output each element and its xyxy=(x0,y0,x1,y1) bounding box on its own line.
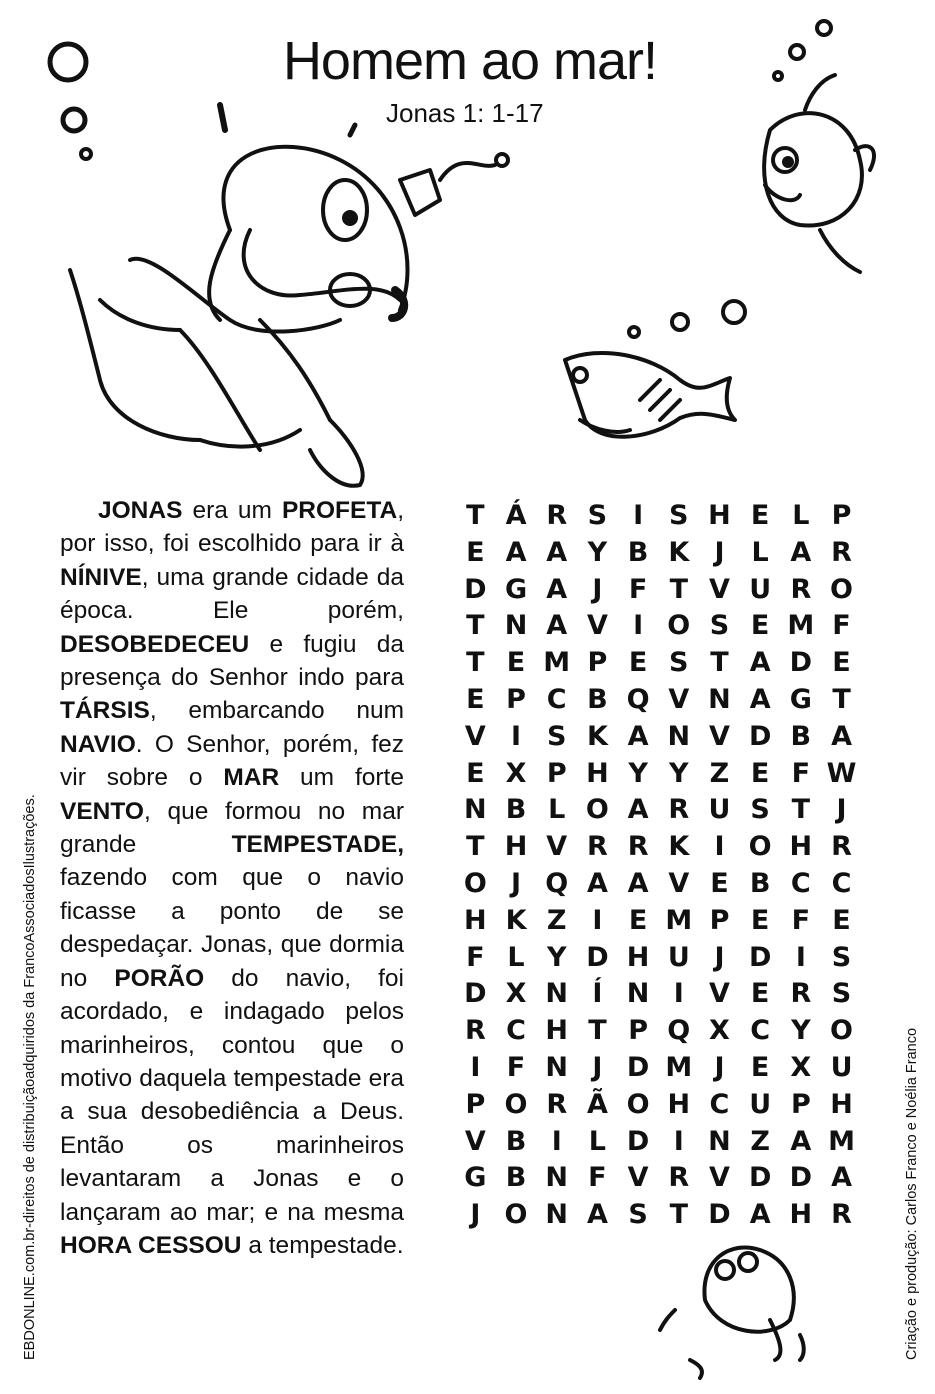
grid-letter[interactable]: S xyxy=(587,500,608,531)
grid-row xyxy=(455,1050,862,1087)
grid-letter[interactable]: V xyxy=(709,978,730,1010)
grid-letter[interactable]: V xyxy=(586,610,608,642)
grid-row xyxy=(455,572,862,609)
grid-letter[interactable]: C xyxy=(709,1088,730,1120)
bubble-icon xyxy=(790,45,804,59)
grid-letter[interactable]: D xyxy=(626,1125,650,1157)
grid-letter[interactable]: C xyxy=(831,867,852,899)
keyword: MAR xyxy=(223,764,280,792)
grid-letter[interactable]: N xyxy=(667,720,691,752)
grid-letter[interactable]: F xyxy=(628,573,648,605)
bubble-icon xyxy=(774,72,782,80)
story-segment: era um xyxy=(182,497,282,524)
grid-letter[interactable]: G xyxy=(504,573,528,605)
grid-letter[interactable]: T xyxy=(710,647,729,679)
grid-letter[interactable]: D xyxy=(789,647,813,679)
grid-letter[interactable]: U xyxy=(708,794,731,826)
grid-letter[interactable]: A xyxy=(627,794,649,826)
grid-letter[interactable]: M xyxy=(665,1051,693,1083)
grid-letter[interactable]: H xyxy=(626,941,650,973)
grid-letter[interactable]: M xyxy=(787,610,815,642)
grid-letter[interactable]: C xyxy=(790,867,811,899)
grid-letter[interactable]: T xyxy=(466,500,485,531)
keyword: HORA CESSOU xyxy=(60,1231,242,1259)
grid-letter[interactable]: T xyxy=(466,831,485,863)
grid-letter[interactable]: L xyxy=(548,794,566,826)
grid-letter[interactable]: L xyxy=(792,500,810,531)
grid-letter[interactable]: B xyxy=(790,720,812,752)
grid-letter[interactable]: H xyxy=(464,904,487,936)
grid-letter[interactable]: A xyxy=(546,610,568,642)
grid-letter[interactable]: I xyxy=(633,610,644,642)
grid-letter[interactable]: U xyxy=(830,1051,853,1083)
grid-letter[interactable]: C xyxy=(750,1015,771,1047)
word-search-grid xyxy=(455,498,862,1234)
grid-letter[interactable]: O xyxy=(830,573,853,605)
grid-letter[interactable]: Y xyxy=(791,1015,811,1047)
grid-letter[interactable]: N xyxy=(708,683,731,715)
story-segment: um forte xyxy=(279,764,404,792)
credits-note: Criação e produção: Carlos Franco e Noélia Franco xyxy=(904,1027,920,1360)
grid-letter[interactable]: S xyxy=(831,978,852,1010)
grid-row xyxy=(455,535,862,572)
grid-letter[interactable]: N xyxy=(545,1162,569,1194)
grid-letter[interactable]: K xyxy=(668,536,690,568)
grid-letter[interactable]: B xyxy=(749,867,771,899)
grid-letter[interactable]: T xyxy=(669,1199,688,1231)
grid-letter[interactable]: E xyxy=(466,536,485,568)
keyword: DESOBEDECEU xyxy=(60,630,250,658)
grid-letter[interactable]: T xyxy=(466,610,485,642)
story-text xyxy=(60,494,404,1262)
grid-letter[interactable]: N xyxy=(626,978,650,1010)
grid-letter[interactable]: W xyxy=(826,757,857,789)
grid-letter[interactable]: A xyxy=(546,536,568,568)
story-paragraph xyxy=(60,494,404,1262)
grid-letter[interactable]: Y xyxy=(669,757,689,789)
grid-letter[interactable]: E xyxy=(750,904,770,936)
grid-letter[interactable]: H xyxy=(504,831,528,863)
grid-letter[interactable]: E xyxy=(750,757,770,789)
grid-row xyxy=(455,903,862,940)
grid-letter[interactable]: D xyxy=(748,720,772,752)
grid-letter[interactable]: O xyxy=(830,1015,853,1047)
grid-letter[interactable]: S xyxy=(628,1199,648,1231)
grid-letter[interactable]: E xyxy=(750,1051,770,1083)
grid-letter[interactable]: N xyxy=(545,978,569,1010)
grid-letter[interactable]: T xyxy=(832,683,851,715)
grid-letter[interactable]: J xyxy=(836,794,847,826)
grid-letter[interactable]: I xyxy=(714,831,725,863)
grid-row xyxy=(455,645,862,682)
grid-letter[interactable]: S xyxy=(831,941,852,973)
grid-letter[interactable]: T xyxy=(669,573,688,605)
fish-icon xyxy=(764,75,874,272)
grid-letter[interactable]: K xyxy=(505,904,527,936)
grid-letter[interactable]: G xyxy=(464,1162,487,1194)
grid-letter[interactable]: M xyxy=(828,1125,855,1157)
grid-letter[interactable]: Q xyxy=(667,1015,691,1047)
grid-letter[interactable]: I xyxy=(633,500,644,531)
grid-row xyxy=(455,1160,862,1197)
story-segment: , embarcando num xyxy=(149,697,404,725)
grid-letter[interactable]: V xyxy=(668,683,690,715)
grid-letter[interactable]: R xyxy=(831,831,852,863)
grid-letter[interactable]: R xyxy=(668,1162,690,1194)
grid-letter[interactable]: X xyxy=(505,757,527,789)
grid-letter[interactable]: V xyxy=(546,831,568,863)
story-segment: a tempestade. xyxy=(241,1231,404,1259)
grid-letter[interactable]: V xyxy=(709,1162,730,1194)
grid-letter[interactable]: A xyxy=(831,720,852,752)
grid-letter[interactable]: S xyxy=(669,500,689,531)
grid-letter[interactable]: D xyxy=(464,573,487,605)
grid-letter[interactable]: T xyxy=(791,794,811,826)
grid-letter[interactable]: J xyxy=(511,867,522,899)
grid-letter[interactable]: O xyxy=(667,610,691,642)
grid-row xyxy=(455,756,862,793)
grid-letter[interactable]: H xyxy=(830,1088,853,1120)
grid-letter[interactable]: N xyxy=(708,1125,731,1157)
grid-letter[interactable]: E xyxy=(466,683,485,715)
story-segment: , que formou no mar grande xyxy=(60,797,404,859)
story-segment: , por isso, foi escolhido para ir à xyxy=(60,497,404,558)
bubble-icon xyxy=(629,327,639,337)
grid-letter[interactable]: B xyxy=(587,683,608,715)
grid-letter[interactable]: R xyxy=(668,794,690,826)
grid-letter[interactable]: D xyxy=(789,1162,813,1194)
grid-letter[interactable]: I xyxy=(592,904,603,936)
grid-letter[interactable]: S xyxy=(709,610,730,642)
grid-letter[interactable]: E xyxy=(750,500,770,531)
grid-letter[interactable]: U xyxy=(667,941,690,973)
story-segment: fazendo com que o navio ficasse a ponto de se despedaçar. Jonas, que dormia no xyxy=(60,864,404,992)
grid-letter[interactable]: F xyxy=(466,941,485,973)
grid-letter[interactable]: E xyxy=(710,867,729,899)
grid-letter[interactable]: F xyxy=(588,1162,607,1194)
grid-letter[interactable]: Z xyxy=(750,1125,770,1157)
grid-letter[interactable]: V xyxy=(709,573,730,605)
grid-letter[interactable]: L xyxy=(751,536,769,568)
grid-letter[interactable]: O xyxy=(463,867,487,899)
grid-letter[interactable]: R xyxy=(831,1199,852,1231)
grid-letter[interactable]: A xyxy=(505,536,527,568)
grid-letter[interactable]: P xyxy=(709,904,730,936)
grid-letter[interactable]: S xyxy=(750,794,770,826)
keyword: NÍNIVE xyxy=(60,563,142,591)
grid-letter[interactable]: B xyxy=(505,1125,527,1157)
grid-letter[interactable]: E xyxy=(506,647,526,679)
grid-letter[interactable]: T xyxy=(588,1015,607,1047)
grid-letter[interactable]: N xyxy=(464,794,487,826)
grid-letter[interactable]: P xyxy=(546,757,567,789)
grid-letter[interactable]: C xyxy=(506,1015,526,1047)
grid-letter[interactable]: J xyxy=(592,1051,603,1083)
keyword: VENTO xyxy=(60,797,144,825)
grid-letter[interactable]: P xyxy=(506,683,526,715)
grid-letter[interactable]: K xyxy=(668,831,690,863)
grid-letter[interactable]: A xyxy=(586,867,608,899)
grid-letter[interactable]: I xyxy=(673,978,684,1010)
grid-letter[interactable]: F xyxy=(506,1051,526,1083)
grid-letter[interactable]: O xyxy=(585,794,609,826)
grid-letter[interactable]: E xyxy=(832,904,851,936)
page-title: Homem ao mar! xyxy=(282,31,658,91)
grid-letter[interactable]: D xyxy=(708,1199,731,1231)
grid-letter[interactable]: D xyxy=(748,1162,772,1194)
grid-letter[interactable]: M xyxy=(543,647,571,679)
grid-letter[interactable]: V xyxy=(464,720,486,752)
grid-letter[interactable]: B xyxy=(627,536,649,568)
grid-letter[interactable]: V xyxy=(709,720,730,752)
copyright-note: EBDONLINE.com.br-direitos de distribuiçãoadquiridos da FrancoAssociadosIlustrações. xyxy=(22,794,38,1360)
keyword: JONAS xyxy=(98,497,183,524)
grid-row xyxy=(455,829,862,866)
grid-letter[interactable]: U xyxy=(749,573,772,605)
grid-letter[interactable]: L xyxy=(507,941,525,973)
grid-row xyxy=(455,792,862,829)
grid-letter[interactable]: L xyxy=(588,1125,607,1157)
grid-letter[interactable]: O xyxy=(504,1199,528,1231)
grid-row xyxy=(455,1197,862,1234)
grid-letter[interactable]: Z xyxy=(709,757,730,789)
grid-letter[interactable]: X xyxy=(709,1015,730,1047)
grid-letter[interactable]: H xyxy=(586,757,609,789)
grid-letter[interactable]: B xyxy=(505,1162,527,1194)
grid-row xyxy=(455,1087,862,1124)
grid-letter[interactable]: Ã xyxy=(586,1088,608,1120)
bubble-icon xyxy=(50,44,86,80)
grid-letter[interactable]: H xyxy=(545,1015,569,1047)
grid-row xyxy=(455,866,862,903)
grid-letter[interactable]: B xyxy=(505,794,527,826)
grid-letter[interactable]: I xyxy=(673,1125,684,1157)
grid-letter[interactable]: Á xyxy=(505,500,527,531)
fish-icon xyxy=(660,1247,804,1378)
story-segment: . O Senhor, porém, fez vir sobre o xyxy=(60,730,404,792)
grid-letter[interactable]: F xyxy=(832,610,851,642)
grid-letter[interactable]: Y xyxy=(587,536,608,568)
grid-letter[interactable]: X xyxy=(505,978,527,1010)
grid-letter[interactable]: T xyxy=(466,647,485,679)
grid-letter[interactable]: D xyxy=(626,1051,650,1083)
grid-letter[interactable]: V xyxy=(464,1125,486,1157)
grid-letter[interactable]: I xyxy=(511,720,522,752)
grid-letter[interactable]: O xyxy=(504,1088,528,1120)
grid-letter[interactable]: A xyxy=(749,647,771,679)
grid-letter[interactable]: E xyxy=(628,647,648,679)
grid-letter[interactable]: X xyxy=(790,1051,812,1083)
bubble-icon xyxy=(63,109,85,131)
grid-letter[interactable]: D xyxy=(748,941,772,973)
story-segment: , uma grande cidade da época. Ele porém, xyxy=(60,563,404,625)
grid-letter[interactable]: O xyxy=(626,1088,650,1120)
grid-letter[interactable]: E xyxy=(466,757,485,789)
grid-letter[interactable]: F xyxy=(791,904,811,936)
grid-letter[interactable]: R xyxy=(790,978,812,1010)
grid-row xyxy=(455,1013,862,1050)
story-segment: do navio, foi acordado, e indagado pelos marinheiros, contou que o motivo daquela tempestade era a sua desobediência a Deus. Então os marinheiros levantaram a Jonas e o lançaram ao mar; e na mesma xyxy=(60,964,404,1226)
grid-letter[interactable]: R xyxy=(790,573,812,605)
bible-reference: Jonas 1: 1-17 xyxy=(386,98,544,128)
grid-letter[interactable]: J xyxy=(714,1051,725,1083)
grid-letter[interactable]: R xyxy=(546,500,568,531)
story-segment: e fugiu da presença do Senhor indo para xyxy=(60,630,404,692)
grid-letter[interactable]: U xyxy=(749,1088,772,1120)
grid-row xyxy=(455,976,862,1013)
grid-letter[interactable]: Q xyxy=(545,867,569,899)
grid-letter[interactable]: J xyxy=(714,941,725,973)
grid-letter[interactable]: V xyxy=(668,867,690,899)
grid-letter[interactable]: I xyxy=(470,1051,481,1083)
grid-letter[interactable]: A xyxy=(749,683,771,715)
grid-letter[interactable]: M xyxy=(665,904,693,936)
grid-letter[interactable]: Í xyxy=(592,978,603,1010)
grid-letter[interactable]: I xyxy=(795,941,806,973)
grid-letter[interactable]: A xyxy=(790,536,812,568)
grid-letter[interactable]: S xyxy=(546,720,567,752)
grid-letter[interactable]: D xyxy=(586,941,609,973)
grid-letter[interactable]: J xyxy=(714,536,725,568)
grid-letter[interactable]: D xyxy=(464,978,487,1010)
grid-letter[interactable]: Z xyxy=(546,904,567,936)
grid-letter[interactable]: H xyxy=(789,831,813,863)
grid-letter[interactable]: K xyxy=(586,720,608,752)
keyword: PORÃO xyxy=(114,964,205,992)
grid-letter[interactable]: H xyxy=(708,500,731,531)
keyword: TEMPESTADE, xyxy=(231,831,404,859)
grid-letter[interactable]: G xyxy=(789,683,812,715)
grid-letter[interactable]: E xyxy=(628,904,648,936)
grid-letter[interactable]: A xyxy=(790,1125,812,1157)
grid-letter[interactable]: V xyxy=(627,1162,649,1194)
grid-letter[interactable]: N xyxy=(545,1199,569,1231)
keyword: NAVIO xyxy=(60,730,136,758)
grid-letter[interactable]: N xyxy=(545,1051,569,1083)
grid-letter[interactable]: C xyxy=(546,683,567,715)
grid-letter[interactable]: Y xyxy=(546,941,567,973)
grid-letter[interactable]: A xyxy=(627,720,649,752)
grid-letter[interactable]: P xyxy=(790,1088,811,1120)
bubble-icon xyxy=(672,314,688,330)
grid-letter[interactable]: R xyxy=(587,831,608,863)
grid-letter[interactable]: J xyxy=(592,573,603,605)
grid-letter[interactable]: P xyxy=(628,1015,648,1047)
grid-letter[interactable]: J xyxy=(470,1199,481,1231)
grid-letter[interactable]: E xyxy=(750,978,770,1010)
grid-letter[interactable]: Y xyxy=(628,757,648,789)
grid-row xyxy=(455,682,862,719)
grid-letter[interactable]: P xyxy=(587,647,608,679)
grid-row xyxy=(455,1124,862,1161)
grid-letter[interactable]: A xyxy=(831,1162,852,1194)
keyword: TÁRSIS xyxy=(60,697,150,725)
jonas-figure-icon xyxy=(70,105,508,486)
grid-row xyxy=(455,940,862,977)
grid-letter[interactable]: E xyxy=(750,610,770,642)
grid-letter[interactable]: E xyxy=(832,647,851,679)
grid-letter[interactable]: A xyxy=(749,1199,771,1231)
grid-letter[interactable]: R xyxy=(627,831,649,863)
grid-letter[interactable]: A xyxy=(546,573,568,605)
grid-letter[interactable]: P xyxy=(831,500,852,531)
grid-letter[interactable]: R xyxy=(831,536,852,568)
bubble-icon xyxy=(817,21,831,35)
grid-letter[interactable]: I xyxy=(551,1125,562,1157)
grid-letter[interactable]: Q xyxy=(626,683,650,715)
grid-letter[interactable]: O xyxy=(748,831,772,863)
fish-icon xyxy=(565,353,735,437)
bubble-icon xyxy=(723,301,745,323)
grid-letter[interactable]: A xyxy=(586,1199,608,1231)
grid-letter[interactable]: R xyxy=(464,1015,486,1047)
grid-letter[interactable]: P xyxy=(465,1088,486,1120)
grid-letter[interactable]: A xyxy=(627,867,649,899)
grid-row xyxy=(455,608,862,645)
grid-letter[interactable]: H xyxy=(667,1088,691,1120)
grid-row xyxy=(455,719,862,756)
grid-letter[interactable]: R xyxy=(546,1088,568,1120)
grid-letter[interactable]: F xyxy=(791,757,811,789)
grid-letter[interactable]: H xyxy=(789,1199,813,1231)
bubble-icon xyxy=(81,149,91,159)
grid-row xyxy=(455,498,862,535)
grid-letter[interactable]: S xyxy=(669,647,689,679)
grid-letter[interactable]: N xyxy=(504,610,528,642)
keyword: PROFETA xyxy=(281,497,398,524)
